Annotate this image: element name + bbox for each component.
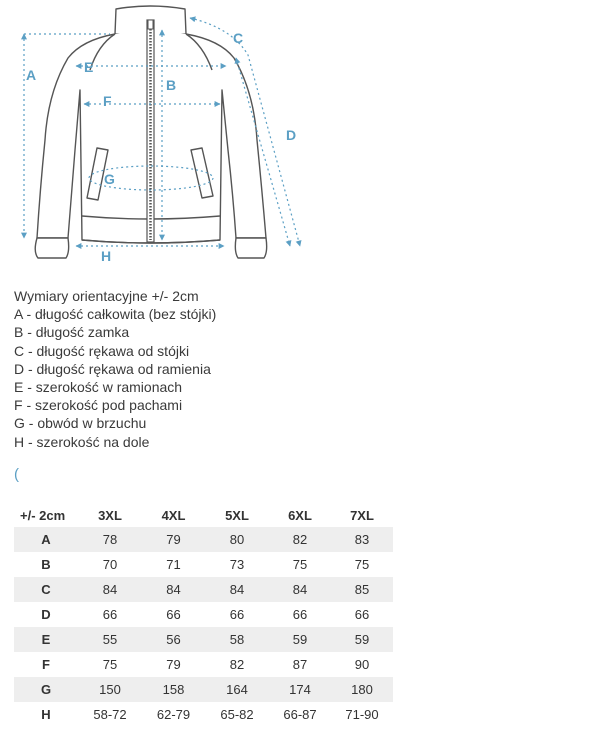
zipper <box>147 20 154 242</box>
table-cell: 56 <box>142 627 205 652</box>
table-cell: 71 <box>166 557 181 572</box>
table-row <box>14 577 393 602</box>
table-cell: 65-82 <box>220 707 254 722</box>
table-row <box>14 527 393 552</box>
header-size: 3XL <box>98 507 122 523</box>
table-cell: 75 <box>102 657 118 672</box>
row-label: H <box>41 707 51 722</box>
table-cell: 66 <box>102 607 118 622</box>
table-cell: 85 <box>331 577 393 602</box>
table-cell: 62-79 <box>156 707 191 722</box>
table-cell: 174 <box>269 677 331 702</box>
table-cell: 59 <box>269 627 331 652</box>
table-cell: 84 <box>205 577 269 602</box>
legend-item-d: D - długość rękawa od ramienia <box>14 360 211 377</box>
legend-title: Wymiary orientacyjne +/- 2cm <box>14 288 199 304</box>
table-row <box>14 602 393 627</box>
table-row <box>14 652 393 677</box>
row-label: D <box>41 607 51 622</box>
row-label: G <box>14 677 78 702</box>
letter-h: H <box>101 248 112 264</box>
table-row <box>14 677 393 702</box>
row-label: A <box>14 527 78 552</box>
table-row <box>14 552 393 577</box>
table-cell: 66 <box>292 607 308 622</box>
table-header-row <box>14 503 393 527</box>
legend-item-g: G - obwód w brzuchu <box>14 415 147 432</box>
header-size: 6XL <box>288 507 312 523</box>
legend-item-e: E - szerokość w ramionach <box>14 379 183 396</box>
stray-parenthesis: ( <box>14 466 19 483</box>
letter-b: B <box>166 77 177 93</box>
table-cell: 164 <box>205 677 269 702</box>
table-cell: 82 <box>269 527 331 552</box>
table-cell: 90 <box>354 657 370 672</box>
table-cell: 66 <box>354 607 370 622</box>
legend-item-h: H - szerokość na dole <box>14 433 150 450</box>
letter-e: E <box>84 59 94 75</box>
table-cell: 158 <box>142 677 205 702</box>
table-row <box>14 702 393 727</box>
jacket-measurement-diagram <box>0 0 330 275</box>
table-cell: 84 <box>78 577 142 602</box>
letter-c: C <box>233 30 244 46</box>
table-cell: 75 <box>292 557 308 572</box>
letter-d: D <box>286 127 297 143</box>
measurement-legend <box>14 287 216 451</box>
header-tolerance: +/- 2cm <box>20 507 66 523</box>
table-cell: 78 <box>78 527 142 552</box>
row-label: F <box>42 657 50 672</box>
table-cell: 66-87 <box>283 707 317 722</box>
table-cell: 73 <box>229 557 245 572</box>
table-cell: 55 <box>78 627 142 652</box>
letter-a: A <box>26 67 37 83</box>
legend-item-a: A - długość całkowita (bez stójki) <box>14 306 217 323</box>
table-cell: 84 <box>142 577 205 602</box>
header-size: 5XL <box>225 507 249 523</box>
row-label: E <box>14 627 78 652</box>
table-cell: 71-90 <box>345 707 379 722</box>
table-cell: 80 <box>205 527 269 552</box>
legend-item-f: F - szerokość pod pachami <box>14 397 183 414</box>
table-cell: 59 <box>331 627 393 652</box>
table-row <box>14 627 393 652</box>
letter-g: G <box>104 171 115 187</box>
letter-f: F <box>103 93 112 109</box>
row-label: C <box>14 577 78 602</box>
header-size: 4XL <box>161 507 186 523</box>
table-cell: 150 <box>78 677 142 702</box>
table-cell: 84 <box>269 577 331 602</box>
table-cell: 79 <box>166 657 181 672</box>
legend-item-b: B - długość zamka <box>14 324 130 341</box>
table-cell: 82 <box>229 657 245 672</box>
table-cell: 66 <box>229 607 245 622</box>
table-cell: 75 <box>354 557 370 572</box>
size-table <box>14 503 393 727</box>
row-label: B <box>41 557 51 572</box>
table-cell: 79 <box>142 527 205 552</box>
table-cell: 87 <box>292 657 308 672</box>
header-size: 7XL <box>350 507 374 523</box>
table-cell: 180 <box>331 677 393 702</box>
table-cell: 66 <box>166 607 181 622</box>
table-cell: 83 <box>331 527 393 552</box>
table-cell: 58 <box>205 627 269 652</box>
table-cell: 58-72 <box>93 707 127 722</box>
legend-item-c: C - długość rękawa od stójki <box>14 342 190 359</box>
table-cell: 70 <box>102 557 118 572</box>
